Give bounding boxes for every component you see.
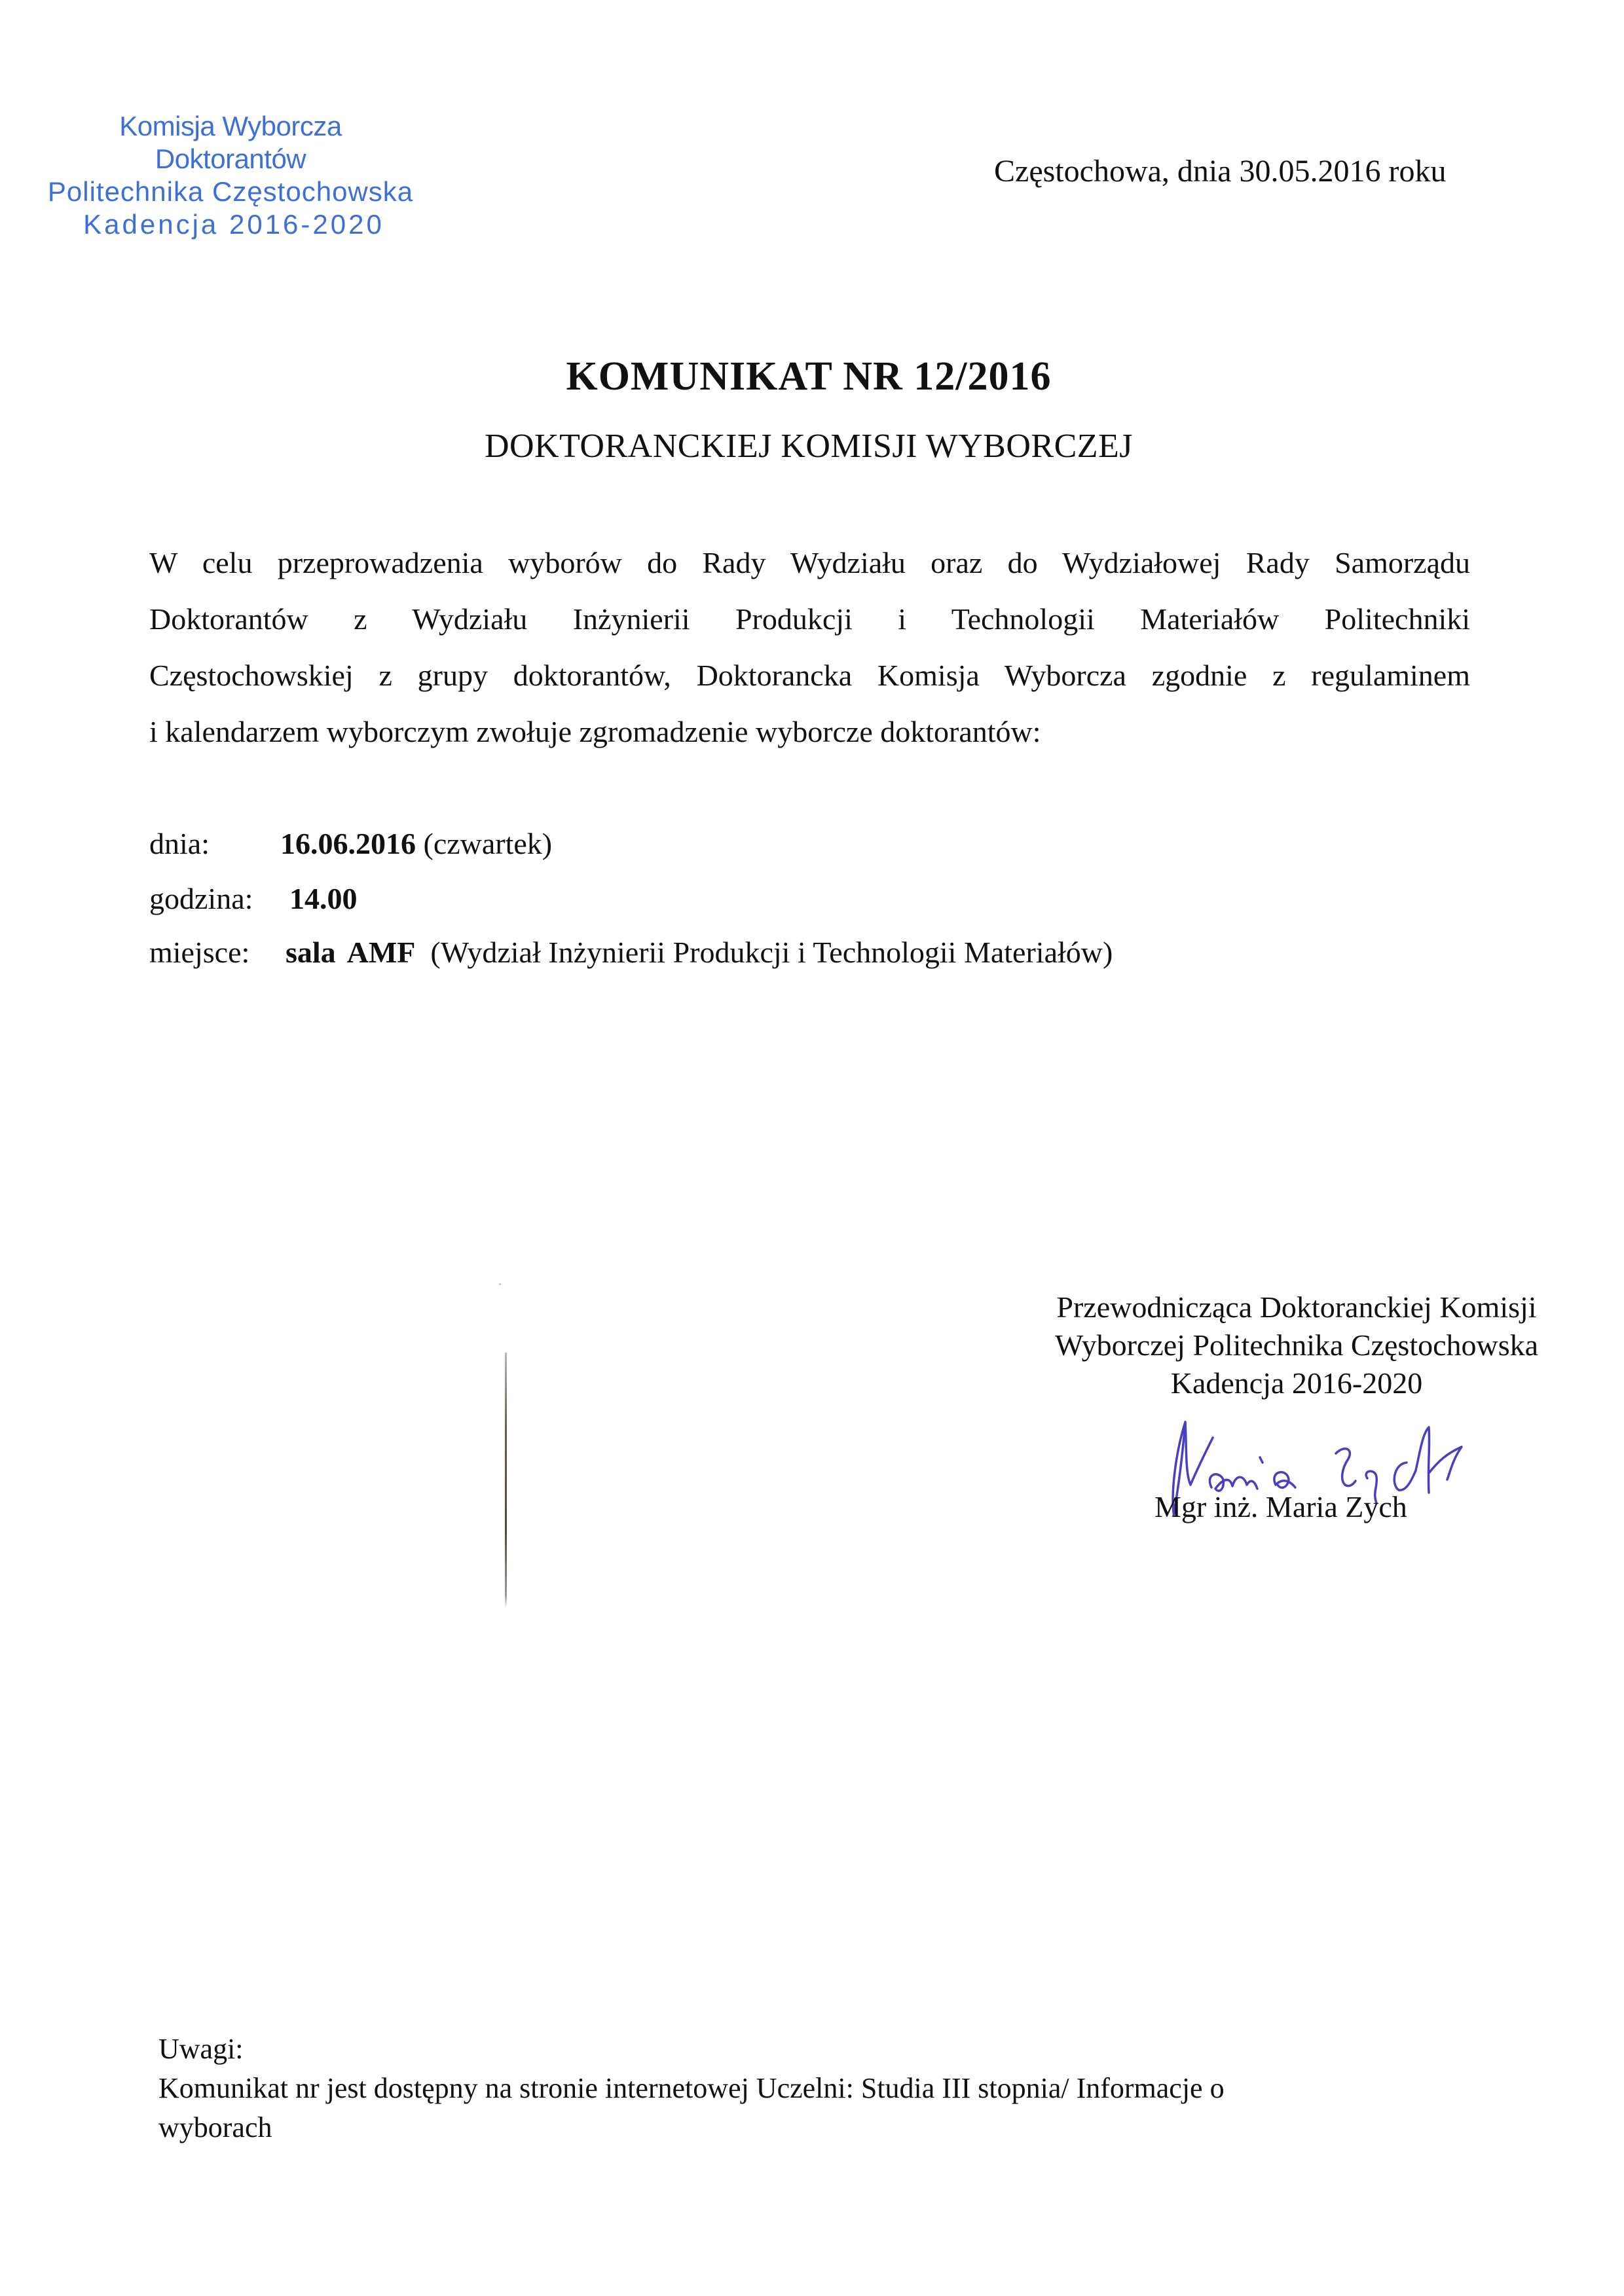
stamp-line: Kadencja 2016-2020 (83, 209, 384, 240)
scan-line-artifact (505, 1353, 507, 1608)
body-line: W celu przeprowadzenia wyborów do Rady Wydziału oraz do Wydziałowej Rady Samorządu (149, 546, 1470, 579)
commission-stamp (41, 110, 420, 241)
scan-speck (499, 1283, 501, 1285)
signatory-line: Kadencja 2016-2020 (1170, 1366, 1423, 1400)
signatory-name: Mgr inż. Maria Zych (1154, 1490, 1407, 1523)
signature-stroke (1429, 1447, 1462, 1480)
body-line: Doktorantów z Wydziału Inżynierii Produkcji i Technologii Materiałów Politechniki (149, 602, 1470, 636)
meeting-date: 16.06.2016 (280, 827, 416, 860)
signature-stroke (1260, 1457, 1263, 1463)
notes-line: Komunikat nr jest dostępny na stronie internetowej Uczelni: Studia III stopnia/ Informacje o (158, 2072, 1225, 2104)
signatory-line: Wyborczej Politechnika Częstochowska (1054, 1328, 1539, 1362)
meeting-room: sala AMF (286, 936, 416, 969)
document-subtitle: DOKTORANCKIEJ KOMISJI WYBORCZEJ (484, 428, 1134, 465)
stamp-line: Politechnika Częstochowska (47, 176, 414, 207)
body-line: i kalendarzem wyborczym zwołuje zgromadzenie wyborcze doktorantów: (149, 715, 1041, 748)
date-label: dnia: (149, 827, 210, 860)
signature-stroke (1394, 1427, 1429, 1493)
body-line: Częstochowskiej z grupy doktorantów, Doktorancka Komisja Wyborcza zgodnie z regulaminem (149, 659, 1470, 692)
stamp-line: Komisja Wyborcza Doktorantów (119, 111, 342, 174)
place-label: miejsce: (149, 936, 250, 969)
meeting-place-note: (Wydział Inżynierii Produkcji i Technologii Materiałów) (430, 936, 1113, 969)
notes-heading: Uwagi: (158, 2033, 244, 2065)
notes-line: wyborach (158, 2111, 272, 2143)
signature-stroke (1209, 1474, 1257, 1491)
signatory-title (1022, 1288, 1572, 1402)
document-title: KOMUNIKAT NR 12/2016 (566, 354, 1052, 399)
body-paragraph (149, 535, 1470, 760)
signature-stroke (1274, 1472, 1295, 1488)
meeting-weekday: (czwartek) (423, 827, 553, 860)
place-date: Częstochowa, dnia 30.05.2016 roku (994, 154, 1447, 189)
signature-stroke (1336, 1449, 1356, 1486)
notes-section (158, 2030, 1225, 2147)
time-label: godzina: (149, 882, 253, 915)
signatory-line: Przewodnicząca Doktoranckiej Komisji (1056, 1290, 1537, 1324)
meeting-time: 14.00 (289, 882, 358, 915)
